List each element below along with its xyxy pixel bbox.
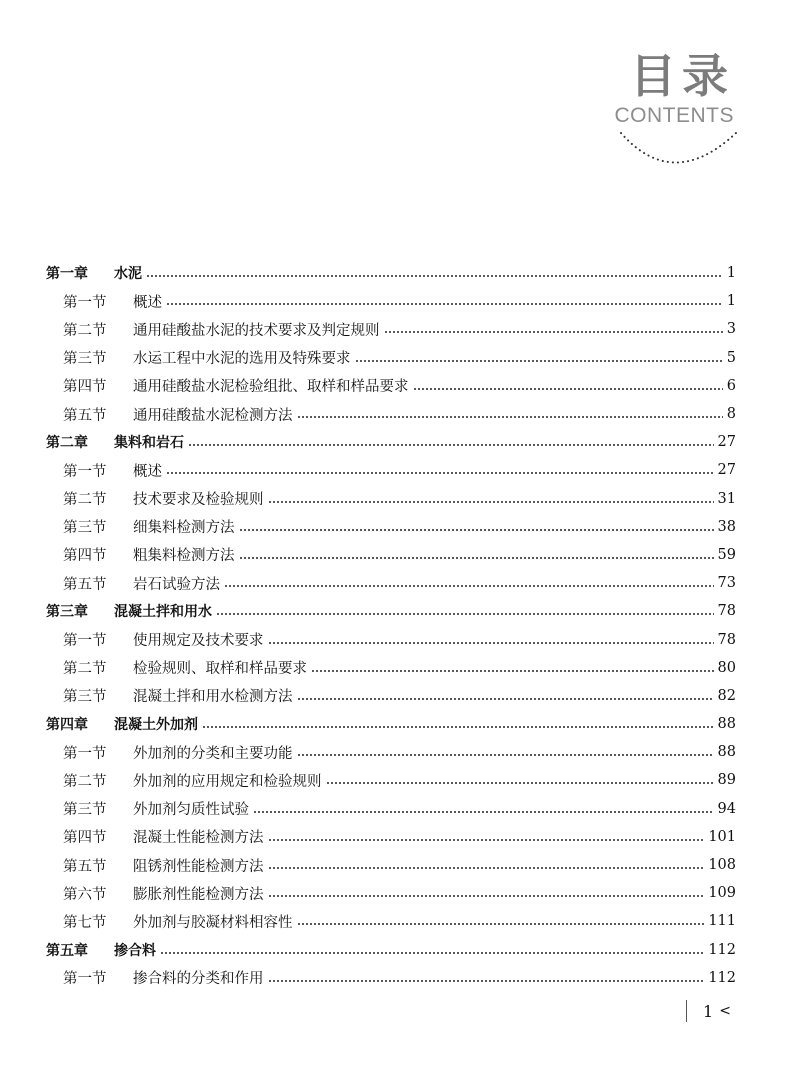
toc-entry-page: 94 <box>717 800 736 817</box>
toc-dot-leader <box>268 501 714 503</box>
toc-entry-page: 80 <box>717 659 736 676</box>
toc-section-entry[interactable] <box>46 287 736 315</box>
toc-entry-number: 第三节 <box>63 351 107 368</box>
toc-entry-number: 第一节 <box>63 463 107 480</box>
toc-entry-page: 6 <box>726 377 736 394</box>
toc-entry-number: 第四节 <box>63 379 107 396</box>
toc-entry-title: 通用硅酸盐水泥检测方法 <box>133 407 293 424</box>
toc-entry-number: 第三节 <box>63 689 107 706</box>
toc-chapter-entry[interactable] <box>46 259 736 287</box>
toc-entry-page: 8 <box>726 406 736 423</box>
toc-entry-number: 第五章 <box>46 942 88 959</box>
toc-dot-leader <box>216 613 714 615</box>
toc-entry-number: 第二章 <box>46 435 88 452</box>
toc-entry-title: 外加剂匀质性试验 <box>133 802 249 819</box>
toc-entry-number: 第一节 <box>63 971 107 988</box>
toc-entry-page: 108 <box>708 857 736 874</box>
toc-entry-title: 外加剂的应用规定和检验规则 <box>133 773 322 790</box>
toc-entry-page: 1 <box>726 265 736 282</box>
toc-section-entry[interactable] <box>46 569 736 597</box>
toc-entry-page: 89 <box>717 772 736 789</box>
toc-entry-page: 3 <box>726 321 736 338</box>
toc-dot-leader <box>413 388 723 390</box>
toc-dot-leader <box>268 980 705 982</box>
toc-entry-page: 109 <box>708 885 736 902</box>
toc-entry-number: 第二节 <box>63 492 107 509</box>
table-of-contents <box>46 259 736 992</box>
toc-section-entry[interactable] <box>46 400 736 428</box>
toc-dot-leader <box>326 782 714 784</box>
toc-entry-number: 第五节 <box>63 407 107 424</box>
toc-entry-title: 阻锈剂性能检测方法 <box>133 858 264 875</box>
toc-section-entry[interactable] <box>46 541 736 569</box>
toc-entry-title: 粗集料检测方法 <box>133 548 235 565</box>
toc-section-entry[interactable] <box>46 738 736 766</box>
decorative-dotted-arc <box>618 130 740 180</box>
toc-entry-page: 27 <box>717 462 736 479</box>
toc-entry-page: 31 <box>717 490 736 507</box>
toc-section-entry[interactable] <box>46 485 736 513</box>
toc-entry-title: 细集料检测方法 <box>133 520 235 537</box>
toc-entry-title: 掺合料的分类和作用 <box>133 971 264 988</box>
toc-entry-title: 外加剂的分类和主要功能 <box>133 745 293 762</box>
toc-entry-page: 112 <box>708 941 736 958</box>
toc-entry-page: 1 <box>726 293 736 310</box>
toc-entry-title: 混凝土性能检测方法 <box>133 830 264 847</box>
toc-entry-number: 第四节 <box>63 548 107 565</box>
toc-entry-number: 第一节 <box>63 294 107 311</box>
toc-entry-title: 混凝土外加剂 <box>114 717 198 734</box>
toc-section-entry[interactable] <box>46 907 736 935</box>
toc-dot-leader <box>239 529 714 531</box>
toc-entry-number: 第五节 <box>63 858 107 875</box>
toc-entry-title: 使用规定及技术要求 <box>133 633 264 650</box>
toc-entry-title: 岩石试验方法 <box>133 576 220 593</box>
toc-chapter-entry[interactable] <box>46 597 736 625</box>
toc-section-entry[interactable] <box>46 766 736 794</box>
toc-entry-number: 第二节 <box>63 661 107 678</box>
toc-entry-number: 第一节 <box>63 633 107 650</box>
toc-entry-page: 78 <box>717 631 736 648</box>
toc-section-entry[interactable] <box>46 344 736 372</box>
toc-dot-leader <box>202 726 714 728</box>
toc-entry-page: 78 <box>717 603 736 620</box>
page-footer <box>686 1000 731 1022</box>
footer-page-number: 1 <box>703 1001 714 1021</box>
toc-chapter-entry[interactable] <box>46 428 736 456</box>
toc-section-entry[interactable] <box>46 625 736 653</box>
toc-entry-page: 27 <box>717 434 736 451</box>
toc-entry-title: 膨胀剂性能检测方法 <box>133 886 264 903</box>
toc-entry-title: 混凝土拌和用水 <box>114 604 212 621</box>
toc-section-entry[interactable] <box>46 823 736 851</box>
toc-dot-leader <box>297 754 714 756</box>
toc-section-entry[interactable] <box>46 513 736 541</box>
toc-entry-page: 73 <box>717 575 736 592</box>
toc-section-entry[interactable] <box>46 315 736 343</box>
toc-entry-title: 概述 <box>133 294 162 311</box>
toc-section-entry[interactable] <box>46 372 736 400</box>
footer-divider <box>686 1000 687 1022</box>
toc-dot-leader <box>160 952 704 954</box>
toc-section-entry[interactable] <box>46 795 736 823</box>
toc-entry-title: 概述 <box>133 463 162 480</box>
toc-dot-leader <box>188 444 714 446</box>
toc-entry-number: 第三节 <box>63 802 107 819</box>
toc-dot-leader <box>311 670 714 672</box>
toc-dot-leader <box>166 303 723 305</box>
toc-entry-title: 通用硅酸盐水泥的技术要求及判定规则 <box>133 322 380 339</box>
toc-entry-number: 第四节 <box>63 830 107 847</box>
toc-dot-leader <box>253 811 714 813</box>
page-subtitle: CONTENTS <box>614 104 734 127</box>
toc-dot-leader <box>166 472 714 474</box>
toc-dot-leader <box>268 642 714 644</box>
toc-dot-leader <box>297 416 723 418</box>
toc-section-entry[interactable] <box>46 851 736 879</box>
toc-entry-number: 第三节 <box>63 520 107 537</box>
toc-entry-number: 第一章 <box>46 266 88 283</box>
page-title: 目录 <box>630 49 734 103</box>
toc-dot-leader <box>384 331 723 333</box>
toc-entry-number: 第六节 <box>63 886 107 903</box>
toc-entry-title: 技术要求及检验规则 <box>133 492 264 509</box>
toc-entry-page: 82 <box>717 687 736 704</box>
toc-entry-title: 外加剂与胶凝材料相容性 <box>133 914 293 931</box>
toc-dot-leader <box>268 895 705 897</box>
footer-arrow-icon: < <box>719 1003 731 1019</box>
toc-entry-number: 第二节 <box>63 773 107 790</box>
toc-entry-number: 第五节 <box>63 576 107 593</box>
toc-section-entry[interactable] <box>46 654 736 682</box>
toc-entry-number: 第七节 <box>63 914 107 931</box>
toc-entry-page: 88 <box>717 716 736 733</box>
toc-entry-title: 混凝土拌和用水检测方法 <box>133 689 293 706</box>
toc-section-entry[interactable] <box>46 879 736 907</box>
toc-dot-leader <box>224 585 714 587</box>
toc-entry-title: 掺合料 <box>114 942 156 959</box>
toc-entry-page: 112 <box>708 969 736 986</box>
toc-section-entry[interactable] <box>46 456 736 484</box>
toc-chapter-entry[interactable] <box>46 710 736 738</box>
toc-entry-number: 第四章 <box>46 717 88 734</box>
toc-dot-leader <box>355 360 723 362</box>
toc-section-entry[interactable] <box>46 682 736 710</box>
toc-entry-title: 检验规则、取样和样品要求 <box>133 661 307 678</box>
toc-entry-page: 111 <box>708 913 736 930</box>
toc-entry-page: 38 <box>717 518 736 535</box>
toc-entry-page: 5 <box>726 349 736 366</box>
toc-chapter-entry[interactable] <box>46 936 736 964</box>
toc-entry-title: 集料和岩石 <box>114 435 184 452</box>
toc-dot-leader <box>146 275 723 277</box>
toc-dot-leader <box>268 839 705 841</box>
toc-entry-title: 通用硅酸盐水泥检验组批、取样和样品要求 <box>133 379 409 396</box>
toc-entry-page: 88 <box>717 744 736 761</box>
toc-entry-page: 59 <box>717 546 736 563</box>
toc-dot-leader <box>268 867 705 869</box>
toc-entry-page: 101 <box>708 828 736 845</box>
toc-dot-leader <box>239 557 714 559</box>
toc-dot-leader <box>297 698 714 700</box>
toc-entry-number: 第二节 <box>63 322 107 339</box>
toc-entry-number: 第三章 <box>46 604 88 621</box>
toc-dot-leader <box>297 923 705 925</box>
toc-entry-number: 第一节 <box>63 745 107 762</box>
toc-entry-title: 水运工程中水泥的选用及特殊要求 <box>133 351 351 368</box>
toc-entry-title: 水泥 <box>114 266 142 283</box>
toc-section-entry[interactable] <box>46 964 736 992</box>
